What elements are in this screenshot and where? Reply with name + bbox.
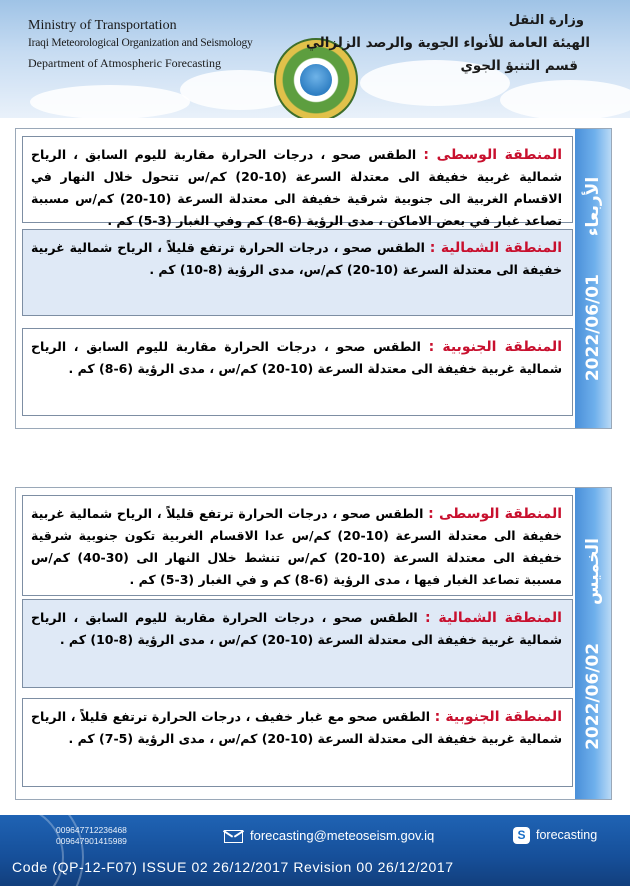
region-name: المنطقة الجنوبية :: [428, 339, 562, 355]
forecast-day-1: [15, 128, 612, 429]
southern-region-forecast: [22, 698, 573, 787]
region-name: المنطقة الشمالية :: [424, 610, 562, 626]
region-text: الطقس صحو ، درجات الحرارة مقاربة لليوم السابق ، الرياح شمالية غربية خفيفة الى معتدلة السرعة (10-20) كم/س ، مدى الرؤية (8-10) كم .: [31, 610, 562, 647]
central-region-forecast: [22, 136, 573, 228]
ministry-name-en: Ministry of Transportation: [28, 18, 177, 33]
region-name: المنطقة الوسطى :: [428, 506, 563, 522]
southern-region-forecast: [22, 328, 573, 416]
northern-region-forecast: [22, 229, 573, 316]
region-name: المنطقة الشمالية :: [429, 240, 563, 256]
day-name: الخميس: [583, 537, 603, 605]
region-name: المنطقة الجنوبية :: [434, 709, 562, 725]
skype-icon: S: [513, 827, 530, 844]
northern-region-forecast: [22, 599, 573, 688]
central-region-forecast: [22, 495, 573, 596]
page-footer: [0, 815, 630, 886]
skype-handle[interactable]: forecasting: [536, 828, 598, 842]
forecast-date: 2022/06/02: [583, 642, 603, 750]
organization-name-ar: الهيئة العامة للأنواء الجوية والرصد الزلزالي: [305, 35, 590, 51]
day-name: الأربعاء: [583, 176, 603, 236]
region-text: الطقس صحو مع غبار خفيف ، درجات الحرارة ترتفع قليلاً ، الرياح شمالية غربية خفيفة الى معتدلة السرعة (10-20) كم/س ، مدى الرؤية (5-7) كم .: [31, 709, 562, 746]
organization-name-en: Iraqi Meteorological Organization and Seismology: [28, 37, 253, 49]
page-header: [0, 0, 630, 118]
department-name-ar: قسم التنبؤ الجوي: [460, 58, 578, 74]
phone-numbers: [56, 825, 127, 847]
region-text: الطقس صحو ، درجات الحرارة مقاربة لليوم السابق ، الرياح شمالية غربية خفيفة الى معتدلة السرعة (10-20) كم/س تتحول خلال النهار في الاقسام الغربية الى جنوبية شرقية خفيفة الى معتدلة السرعة (10-20) كم/س مسببة تصاعد غبار في بعض الاماكن ، مدى الرؤية (6-8) كم وفي الغبار (3-5) كم .: [31, 147, 563, 228]
phone-number: 009647712236468: [56, 825, 127, 835]
contact-email[interactable]: forecasting@meteoseism.gov.iq: [250, 828, 435, 843]
day-label: [583, 160, 603, 396]
document-code: Code (QP-12-F07) ISSUE 02 26/12/2017 Revision 00 26/12/2017: [12, 859, 454, 875]
day-label: [583, 522, 603, 766]
phone-number: 009647901415989: [56, 836, 127, 846]
region-name: المنطقة الوسطى :: [423, 147, 563, 163]
region-text: الطقس صحو ، درجات الحرارة ترتفع قليلاً ، الرياح شمالية غربية خفيفة الى معتدلة السرعة (10-20) كم/س عدا الاقسام الغربية تكون جنوبية شرقية خفيفة الى معتدلة السرعة (10-20) كم/س تنشط خلال النهار الى (30-40) كم/س مسببة تصاعد الغبار فيها ، مدى الرؤية (6-8) كم و في الغبار (3-5) كم .: [31, 506, 563, 587]
day-sidebar: [575, 488, 611, 799]
envelope-icon: [224, 830, 243, 843]
region-text: الطقس صحو ، درجات الحرارة ترتفع قليلاً ، الرياح شمالية غربية خفيفة الى معتدلة السرعة (10-20) كم/س، مدى الرؤية (8-10) كم .: [31, 240, 562, 277]
ministry-name-ar: وزارة النقل: [508, 13, 584, 28]
forecast-date: 2022/06/01: [583, 273, 603, 381]
department-name-en: Department of Atmospheric Forecasting: [28, 56, 221, 70]
region-text: الطقس صحو ، درجات الحرارة مقاربة لليوم السابق ، الرياح شمالية غربية خفيفة الى معتدلة السرعة (10-20) كم/س ، مدى الرؤية (6-8) كم .: [31, 339, 562, 376]
forecast-day-2: [15, 487, 612, 800]
day-sidebar: [575, 129, 611, 428]
